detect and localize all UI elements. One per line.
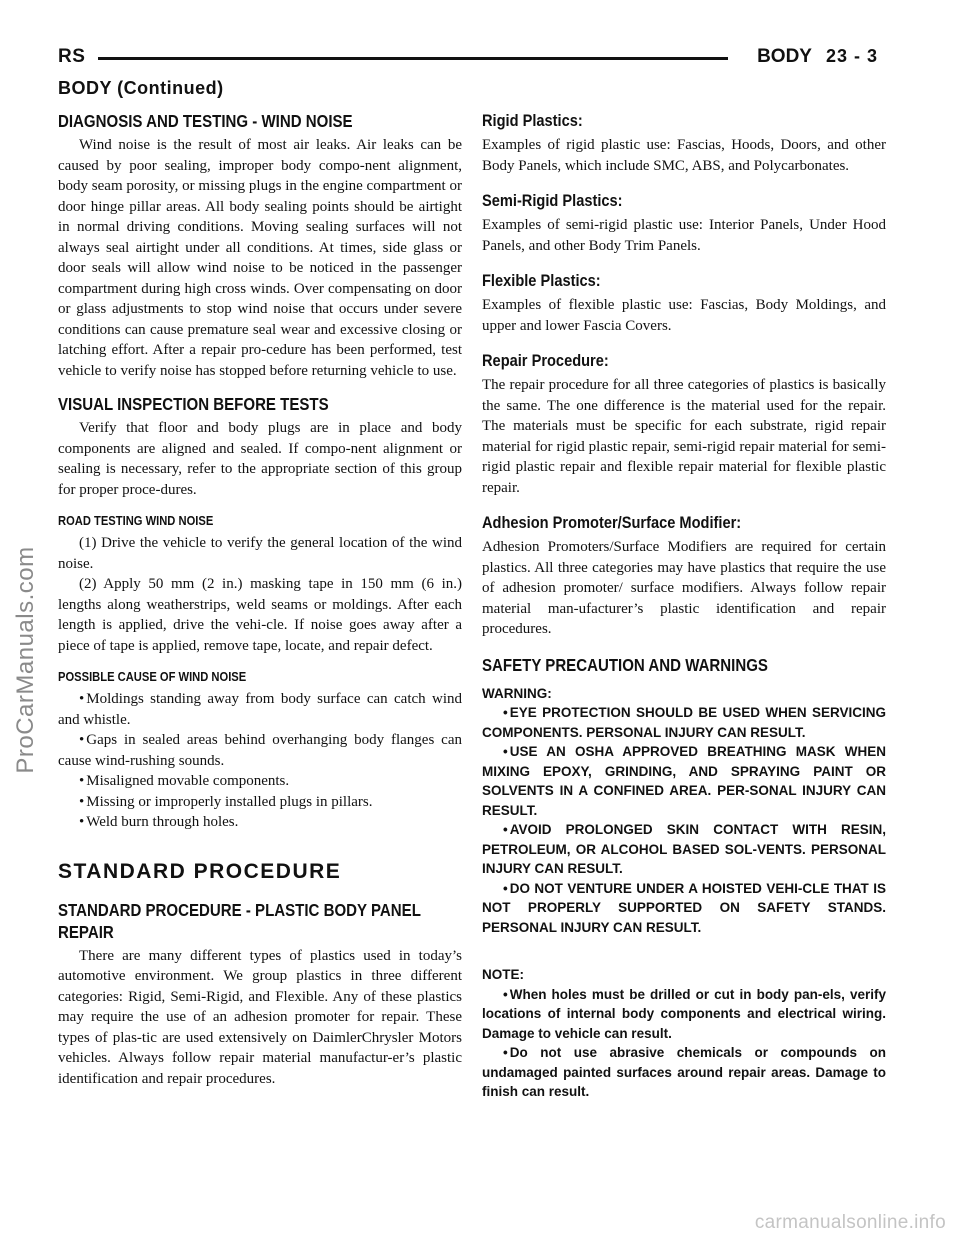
cause-item: • Misaligned movable components. <box>58 771 462 792</box>
wind-noise-section <box>58 110 462 381</box>
rigid-plastics-body: Examples of rigid plastic use: Fascias, Hoods, Doors, and other Body Panels, which include SMC, ABS, and Polycarbonates. <box>482 137 886 174</box>
standard-procedure-heading: STANDARD PROCEDURE <box>58 859 342 883</box>
plastic-repair-heading: STANDARD PROCEDURE - PLASTIC BODY PANEL REPAIR <box>58 899 421 942</box>
bottom-watermark: carmanualsonline.info <box>754 1212 946 1233</box>
flexible-plastics-section <box>482 270 886 336</box>
semi-rigid-plastics-body: Examples of semi-rigid plastic use: Interior Panels, Under Hood Panels, and other Body Trim Panels. <box>482 217 886 254</box>
repair-procedure-heading: Repair Procedure: <box>482 351 609 370</box>
right-column <box>482 110 886 1102</box>
plastic-repair-body: There are many different types of plastics used in today’s automotive environment. We group plastics in three different categories: Rigid, Semi-Rigid, and Flexible. Any of these plastics may require the use of an adhesion promoter for repair. These types of plas-tic are used extensively on DaimlerChrysler Motors vehicles. Always follow repair material manufactur-er’s plastic identification and repair procedures. <box>58 947 462 1087</box>
warning-item: • EYE PROTECTION SHOULD BE USED WHEN SERVICING COMPONENTS. PERSONAL INJURY CAN RESULT. <box>482 703 886 742</box>
adhesion-promoter-body: Adhesion Promoters/Surface Modifiers are required for certain plastics. All three categories may have plastics that require the use of adhesion promoter/ surface modifiers. Always follow repair material man-ufacturer’s plastic identification and repair procedures. <box>482 539 886 637</box>
side-watermark: ProCarManuals.com <box>12 546 39 774</box>
continued-heading: BODY (Continued) <box>58 78 224 98</box>
wind-noise-body: Wind noise is the result of most air leaks. Air leaks can be caused by poor sealing, improper body compo-nent alignment, body seam porosity, or missing plugs in the engine compartment or door hinge pillar areas. All body sealing points should be airtight in normal driving conditions. Moving sealing surfaces will not always seal airtight under all conditions. At times, side glass or door seals will allow wind noise to be noticed in the passenger compartment during high cross winds. Over compensating on door or glass adjustments to stop wind noise that occurs under severe conditions can cause premature seal wear and excessive closing or latching effort. After a repair pro-cedure has been performed, test vehicle to verify noise has stopped before returning vehicle to use. <box>58 137 462 379</box>
header-right <box>757 46 878 68</box>
flexible-plastics-body: Examples of flexible plastic use: Fascias, Body Moldings, and upper and lower Fascia Covers. <box>482 297 886 334</box>
plastic-repair-section <box>58 899 462 1090</box>
warning-item: • AVOID PROLONGED SKIN CONTACT WITH RESIN, PETROLEUM, OR ALCOHOL BASED SOL-VENTS. PERSONAL INJURY CAN RESULT. <box>482 820 886 879</box>
flexible-plastics-heading: Flexible Plastics: <box>482 271 601 290</box>
visual-inspection-section <box>58 393 462 500</box>
possible-cause-section <box>58 668 462 833</box>
warning-item: • USE AN OSHA APPROVED BREATHING MASK WHEN MIXING EPOXY, GRINDING, AND SPRAYING PAINT OR SOLVENTS IN A CONFINED AREA. PER-SONAL INJURY CAN RESULT. <box>482 742 886 820</box>
left-column <box>58 110 462 1101</box>
road-testing-step-1: (1) Drive the vehicle to verify the general location of the wind noise. <box>58 535 462 572</box>
road-testing-section <box>58 512 462 656</box>
header-title: BODY <box>757 46 812 67</box>
road-testing-step-2: (2) Apply 50 mm (2 in.) masking tape in 150 mm (6 in.) lengths along weatherstrips, weld seams or moldings. After each length is applied, drive the vehi-cle. If noise goes away after a piece of tape is applied, remove tape, locate, and repair defect. <box>58 576 462 654</box>
header-section-code: RS <box>58 46 86 67</box>
note-item: • When holes must be drilled or cut in body pan-els, verify locations of internal body components and electrical wiring. Damage to vehicle can result. <box>482 985 886 1044</box>
cause-item: • Moldings standing away from body surface can catch wind and whistle. <box>58 689 462 730</box>
cause-item: • Weld burn through holes. <box>58 812 462 833</box>
spacer <box>482 937 886 965</box>
warning-item: • DO NOT VENTURE UNDER A HOISTED VEHI-CLE THAT IS NOT PROPERLY SUPPORTED ON SAFETY STANDS. PERSONAL INJURY CAN RESULT. <box>482 879 886 938</box>
rigid-plastics-heading: Rigid Plastics: <box>482 111 583 130</box>
cause-item: • Gaps in sealed areas behind overhanging body flanges can cause wind-rushing sounds. <box>58 730 462 771</box>
warning-label: WARNING: <box>482 685 552 701</box>
adhesion-promoter-heading: Adhesion Promoter/Surface Modifier: <box>482 513 742 532</box>
note-item: • Do not use abrasive chemicals or compounds on undamaged painted surfaces around repair areas. Damage to finish can result. <box>482 1043 886 1102</box>
rigid-plastics-section <box>482 110 886 176</box>
adhesion-promoter-section <box>482 512 886 640</box>
header-rule <box>98 57 728 60</box>
page-header <box>58 44 878 74</box>
possible-cause-heading: POSSIBLE CAUSE OF WIND NOISE <box>58 669 247 684</box>
semi-rigid-plastics-heading: Semi-Rigid Plastics: <box>482 191 623 210</box>
wind-noise-heading: DIAGNOSIS AND TESTING - WIND NOISE <box>58 111 353 131</box>
semi-rigid-plastics-section <box>482 190 886 256</box>
visual-inspection-heading: VISUAL INSPECTION BEFORE TESTS <box>58 394 329 414</box>
note-label: NOTE: <box>482 967 524 982</box>
page-number: 23 - 3 <box>825 46 878 66</box>
repair-procedure-body: The repair procedure for all three categories of plastics is basically the same. The one difference is the material used for the repair. The materials must be specific for each substrate, rigid repair material for rigid plastic repair, semi-rigid repair material for semi-rigid plastic repair and flexible repair material for flexible plastic repair. <box>482 377 886 496</box>
safety-heading: SAFETY PRECAUTION AND WARNINGS <box>482 654 768 675</box>
cause-item: • Missing or improperly installed plugs in pillars. <box>58 792 462 813</box>
repair-procedure-section <box>482 350 886 498</box>
safety-section <box>482 654 886 1102</box>
visual-inspection-body: Verify that floor and body plugs are in place and body components are aligned and sealed. If compo-nent alignment or sealing is necessary, refer to the appropriate section of this group for proper proce-dures. <box>58 420 462 498</box>
road-testing-heading: ROAD TESTING WIND NOISE <box>58 513 214 528</box>
